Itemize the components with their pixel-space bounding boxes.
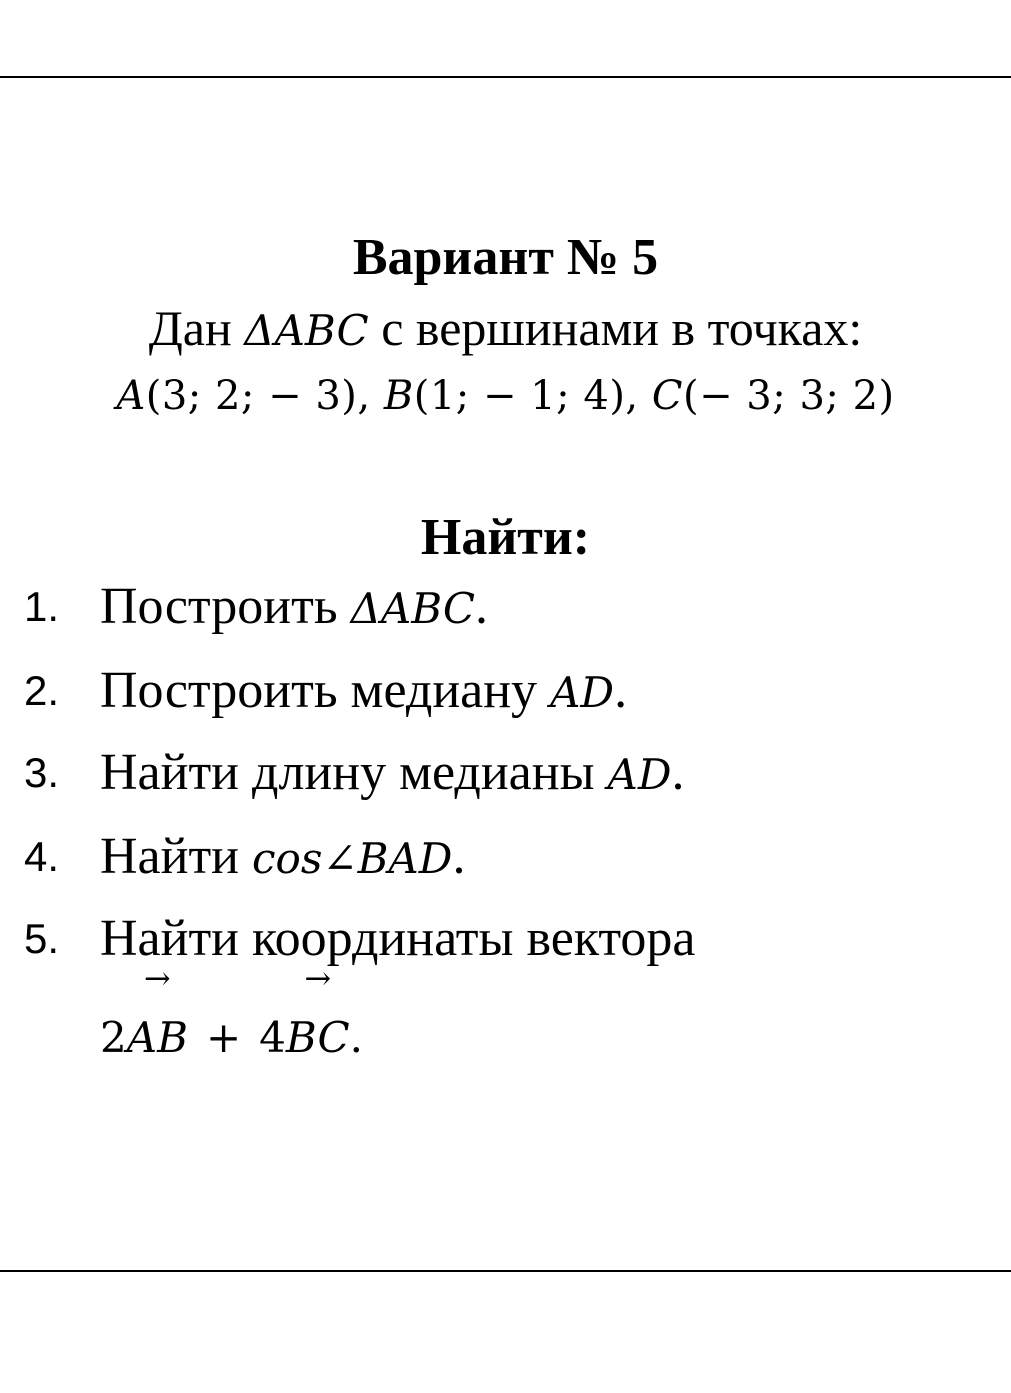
point-a-name: A	[116, 373, 146, 419]
variant-title: Вариант № 5	[352, 229, 659, 286]
task-math: cos∠BAD	[252, 834, 453, 883]
task-end: .	[614, 662, 628, 719]
vector-ab-label: AB	[126, 1013, 188, 1062]
task-text-plain: Построить медиану	[100, 662, 551, 719]
vector-arrow-icon: →	[143, 959, 171, 997]
given-suffix: с вершинами в точках:	[368, 300, 863, 356]
task-math: AD	[550, 668, 615, 717]
point-b-coords: (1; − 1; 4)	[413, 373, 626, 419]
task-text-plain: Найти координаты вектора	[100, 910, 696, 967]
point-b-name: B	[383, 373, 414, 419]
task-end: .	[452, 828, 466, 885]
vector-expression	[100, 959, 364, 1088]
given-statement	[0, 298, 1011, 361]
task-number: 4.	[24, 833, 60, 880]
point-b-sep: ,	[625, 373, 652, 419]
task-math: AD	[607, 750, 672, 799]
given-prefix: Дан	[148, 300, 245, 356]
given-triangle: ΔABC	[244, 306, 369, 355]
task-text-plain: Построить	[100, 578, 351, 635]
coefficient-2: 4	[259, 1013, 286, 1062]
task-text	[100, 908, 696, 970]
vector-bc-label: BC	[285, 1013, 350, 1062]
task-text-plain: Найти длину медианы	[100, 744, 608, 801]
task-number: 1.	[24, 583, 60, 630]
expression-end: .	[349, 1013, 364, 1062]
task-number: 2.	[24, 667, 60, 714]
task-math: ΔABC	[350, 584, 476, 633]
point-c-name: C	[651, 373, 683, 419]
task-text	[100, 660, 627, 724]
task-number: 3.	[24, 749, 60, 796]
task-text	[100, 576, 488, 640]
vector-bc	[285, 959, 350, 1088]
task-end: .	[475, 578, 489, 635]
plus-operator: +	[205, 1013, 242, 1062]
point-a-sep: ,	[357, 373, 384, 419]
vertex-coordinates	[0, 366, 1011, 426]
point-c-coords: (− 3; 3; 2)	[682, 373, 895, 419]
task-text	[100, 742, 685, 806]
vector-arrow-icon: →	[304, 959, 332, 997]
task-end: .	[671, 744, 685, 801]
coefficient-1: 2	[100, 1013, 127, 1062]
find-heading: Найти:	[420, 509, 591, 566]
vector-ab	[126, 959, 188, 1088]
task-text-plain: Найти	[100, 828, 253, 885]
top-divider	[0, 76, 1011, 78]
task-number: 5.	[24, 915, 60, 962]
point-a-coords: (3; 2; − 3)	[145, 373, 358, 419]
bottom-divider	[0, 1270, 1011, 1272]
task-text	[100, 826, 465, 890]
